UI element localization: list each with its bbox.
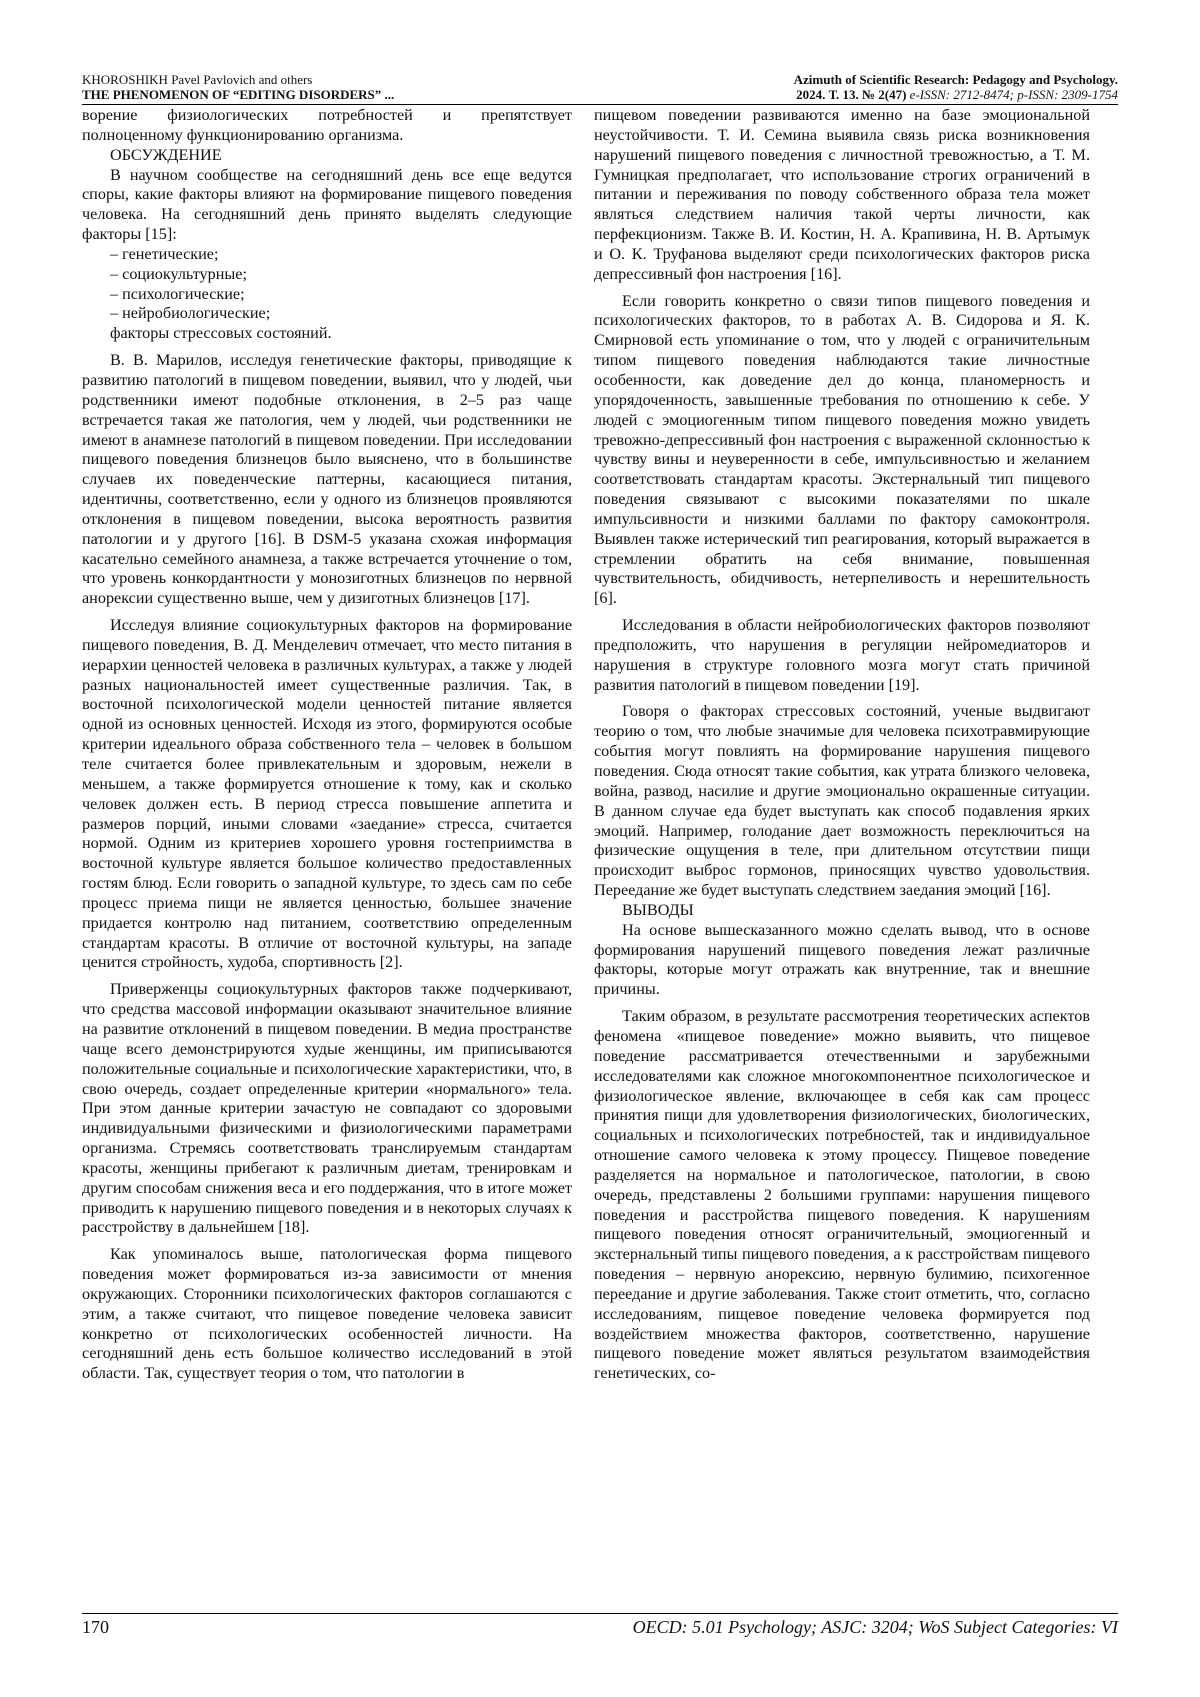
- list-item: факторы стрессовых состояний.: [110, 324, 332, 343]
- header-right: [794, 72, 1118, 102]
- header-volume: 2024. Т. 13. № 2(47): [796, 87, 907, 102]
- header-article-title: THE PHENOMENON OF “EDITING DISORDERS” ...: [82, 87, 395, 102]
- paragraph: В. В. Марилов, исследуя генетические факторы, приводящие к развитию патологий в пищевом поведении, выявил, что у людей, чьи родственники имеют подобные отклонения, в 2–5 раз чаще встречается такая же патология, чем у людей, чьи родственники не имеют в анамнезе патологий в пищевом поведении. При исследовании пищевого поведения близнецов было выяснено, что в большинстве случаев их поведенческие паттерны, касающиеся питания, идентичны, соответственно, если у одного из близнецов проявляются отклонения в пищевом поведении, высока вероятность развития патологии и у другого [16]. В DSM-5 указана схожая информация касательно семейного анамнеза, а также встречается уточнение о том, что уровень конкордантности у монозиготных близнецов по нервной анорексии существенно выше, чем у дизиготных близнецов [17].: [82, 351, 572, 608]
- page-number: 170: [82, 1617, 109, 1637]
- section-heading-discussion: ОБСУЖДЕНИЕ: [110, 145, 222, 164]
- running-header: [82, 72, 1118, 106]
- paragraph: пищевом поведении развиваются именно на базе эмоциональной неустойчивости. Т. И. Семина выявила связь риска возникновения нарушений пищевого поведения с личностной тревожностью, а Т. М. Гумницкая предполагает, что использование строгих ограничений в питании и переживания по поводу собственного образа тела может являться следствием наличия такой черты личности, как перфекционизм. Также В. И. Костин, Н. А. Крапивина, Н. В. Артымук и О. К. Труфанова выделяют среди психологических факторов риска депрессивный фон настроения [16].: [594, 106, 1090, 283]
- footer-rule: [82, 1613, 1118, 1614]
- list-item: – генетические;: [110, 244, 219, 263]
- paragraph: Исследования в области нейробиологических факторов позволяют предположить, что нарушения в регуляции нейромедиаторов и нарушения в структуре головного мозга могут стать причиной развития патологий в пищевом поведении [19].: [594, 616, 1090, 694]
- header-left: [82, 72, 394, 102]
- list-item: – социокультурные;: [110, 264, 247, 283]
- paragraph: В научном сообществе на сегодняшний день все еще ведутся споры, какие факторы влияют на формирование пищевого поведения человека. На сегодняшний день принято выделять следующие факторы [15]:: [82, 165, 572, 244]
- section-heading-conclusions: ВЫВОДЫ: [622, 900, 694, 919]
- paragraph: Как упоминалось выше, патологическая форма пищевого поведения может формироваться из-за зависимости от мнения окружающих. Сторонники психологических факторов соглашаются с этим, а также считают, что пищевое поведение человека зависит конкретно от психологических особенностей личности. На сегодняшний день есть большое количество исследований в этой области. Так, существует теория о том, что патологии в: [82, 1245, 572, 1383]
- header-rule: [82, 104, 1118, 105]
- paragraph: Таким образом, в результате рассмотрения теоретических аспектов феномена «пищевое поведение» можно выявить, что пищевое поведение рассматривается отечественными и зарубежными исследователями как сложное многокомпонентное психологическое и физиологическое явление, включающее в себя как сам процесс принятия пищи для удовлетворения физиологических, биологических, социальных и психологических потребностей, так и индивидуальное отношение самого человека к этому процессу. Пищевое поведение разделяется на нормальное и патологическое, патологии, в свою очередь, представлены 2 большими группами: нарушения пищевого поведения и расстройства пищевого поведения. К нарушениям пищевого поведения относят ограничительный, эмоциогенный и экстернальный типы пищевого поведения, а к расстройствам пищевого поведения – нервную анорексию, нервную булимию, психогенное переедание и другие заболевания. Также стоит отметить, что, согласно исследованиям, пищевое поведение человека формируется под воздействием множества факторов, соответственно, нарушение пищевого поведение может являться результатом взаимодействия генетических, со-: [594, 1007, 1090, 1383]
- paragraph: На основе вышесказанного можно сделать вывод, что в основе формирования нарушений пищевого поведения лежат различные факторы, которые могут отражать как внутренние, так и внешние причины.: [594, 920, 1090, 999]
- left-column: [82, 106, 572, 1608]
- header-author: KHOROSHIKH Pavel Pavlovich and others: [82, 72, 313, 87]
- header-journal: Azimuth of Scientific Research: Pedagogy and Psychology.: [793, 72, 1118, 87]
- paragraph: Если говорить конкретно о связи типов пищевого поведения и психологических факторов, то в работах А. В. Сидорова и Я. К. Смирновой есть упоминание о том, что у людей с ограничительным типом пищевого поведения наблюдаются такие личностные особенности, как доведение дел до конца, планомерность и упорядоченность, завышенные требования по отношению к себе. У людей с эмоциогенным типом пищевого поведения можно увидеть тревожно-депрессивный фон настроения с выраженной склонностью к чувству вины и неуверенности в себе, импульсивностью и желанием соответствовать стандартам красоты. Экстернальный тип пищевого поведения связывают с высокими показателями по шкале импульсивности и низкими баллами по фактору самоконтроля. Выявлен также истерический тип реагирования, который выражается в стремлении обратить на себя внимание, повышенная чувствительность, обидчивость, нетерпеливость и нерешительность [6].: [594, 291, 1090, 608]
- paragraph: Исследуя влияние социокультурных факторов на формирование пищевого поведения, В. Д. Менделевич отмечает, что место питания в иерархии ценностей человека в различных культурах, а также у людей разных национальностей имеет существенные различия. Так, в восточной психологической модели ценностей питание является одной из основных ценностей. Исходя из этого, формируются особые критерии идеального образа собственного тела – человек в большом теле считается более привлекательным и здоровым, нежели в меньшем, а также формируется отношение к тому, как и сколько человек должен есть. В период стресса повышение аппетита и размеров порций, иными словами «заедание» стресса, считается нормой. Одним из критериев хорошего уровня гостеприимства в восточной культуре является большое количество предоставленных гостям блюд. Если говорить о западной культуре, то здесь сам по себе процесс приема пищи не является ценностью, большее значение придается контролю над питанием, соответствию определенным стандартам красоты. В отличие от восточной культуры, на западе ценится стройность, худоба, спортивность [2].: [82, 616, 572, 972]
- right-column: [594, 106, 1090, 1608]
- footer-classification: OECD: 5.01 Psychology; ASJC: 3204; WoS Subject Categories: VI: [632, 1617, 1118, 1637]
- header-issn: e-ISSN: 2712-8474; p-ISSN: 2309-1754: [909, 87, 1118, 102]
- paragraph: Приверженцы социокультурных факторов также подчеркивают, что средства массовой информации оказывают значительное влияние на развитие отклонений в пищевом поведении. В медиа пространстве чаще всего демонстрируются худые женщины, им приписываются положительные социальные и психологические характеристики, что, в свою очередь, создает определенные критерии «нормального» тела. При этом данные критерии зачастую не совпадают со здоровыми индивидуальными физическими и физиологическими параметрами организма. Стремясь соответствовать транслируемым стандартам красоты, женщины прибегают к различным диетам, тренировкам и другим способам снижения веса и его поддержания, что в итоге может приводить к нарушению пищевого поведения и в некоторых случаях к расстройству в дальнейшем [18].: [82, 980, 572, 1237]
- paragraph: Говоря о факторах стрессовых состояний, ученые выдвигают теорию о том, что любые значимые для человека психотравмирующие события могут повлиять на формирование нарушения пищевого поведения. Сюда относят такие события, как утрата близкого человека, война, развод, насилие и другие эмоционально окрашенные ситуации. В данном случае еда будет выступать как способ подавления ярких эмоций. Например, голодание дает возможность переключиться на физические ощущения в теле, при длительном отсутствии пищи происходит выброс гормонов, приносящих чувство удовольствия. Переедание же будет выступать следствием заедания эмоций [16].: [594, 702, 1090, 900]
- list-item: – психологические;: [110, 284, 245, 303]
- list-item: – нейробиологические;: [110, 304, 271, 323]
- paragraph: ворение физиологических потребностей и препятствует полноценному функционированию организма.: [82, 106, 572, 144]
